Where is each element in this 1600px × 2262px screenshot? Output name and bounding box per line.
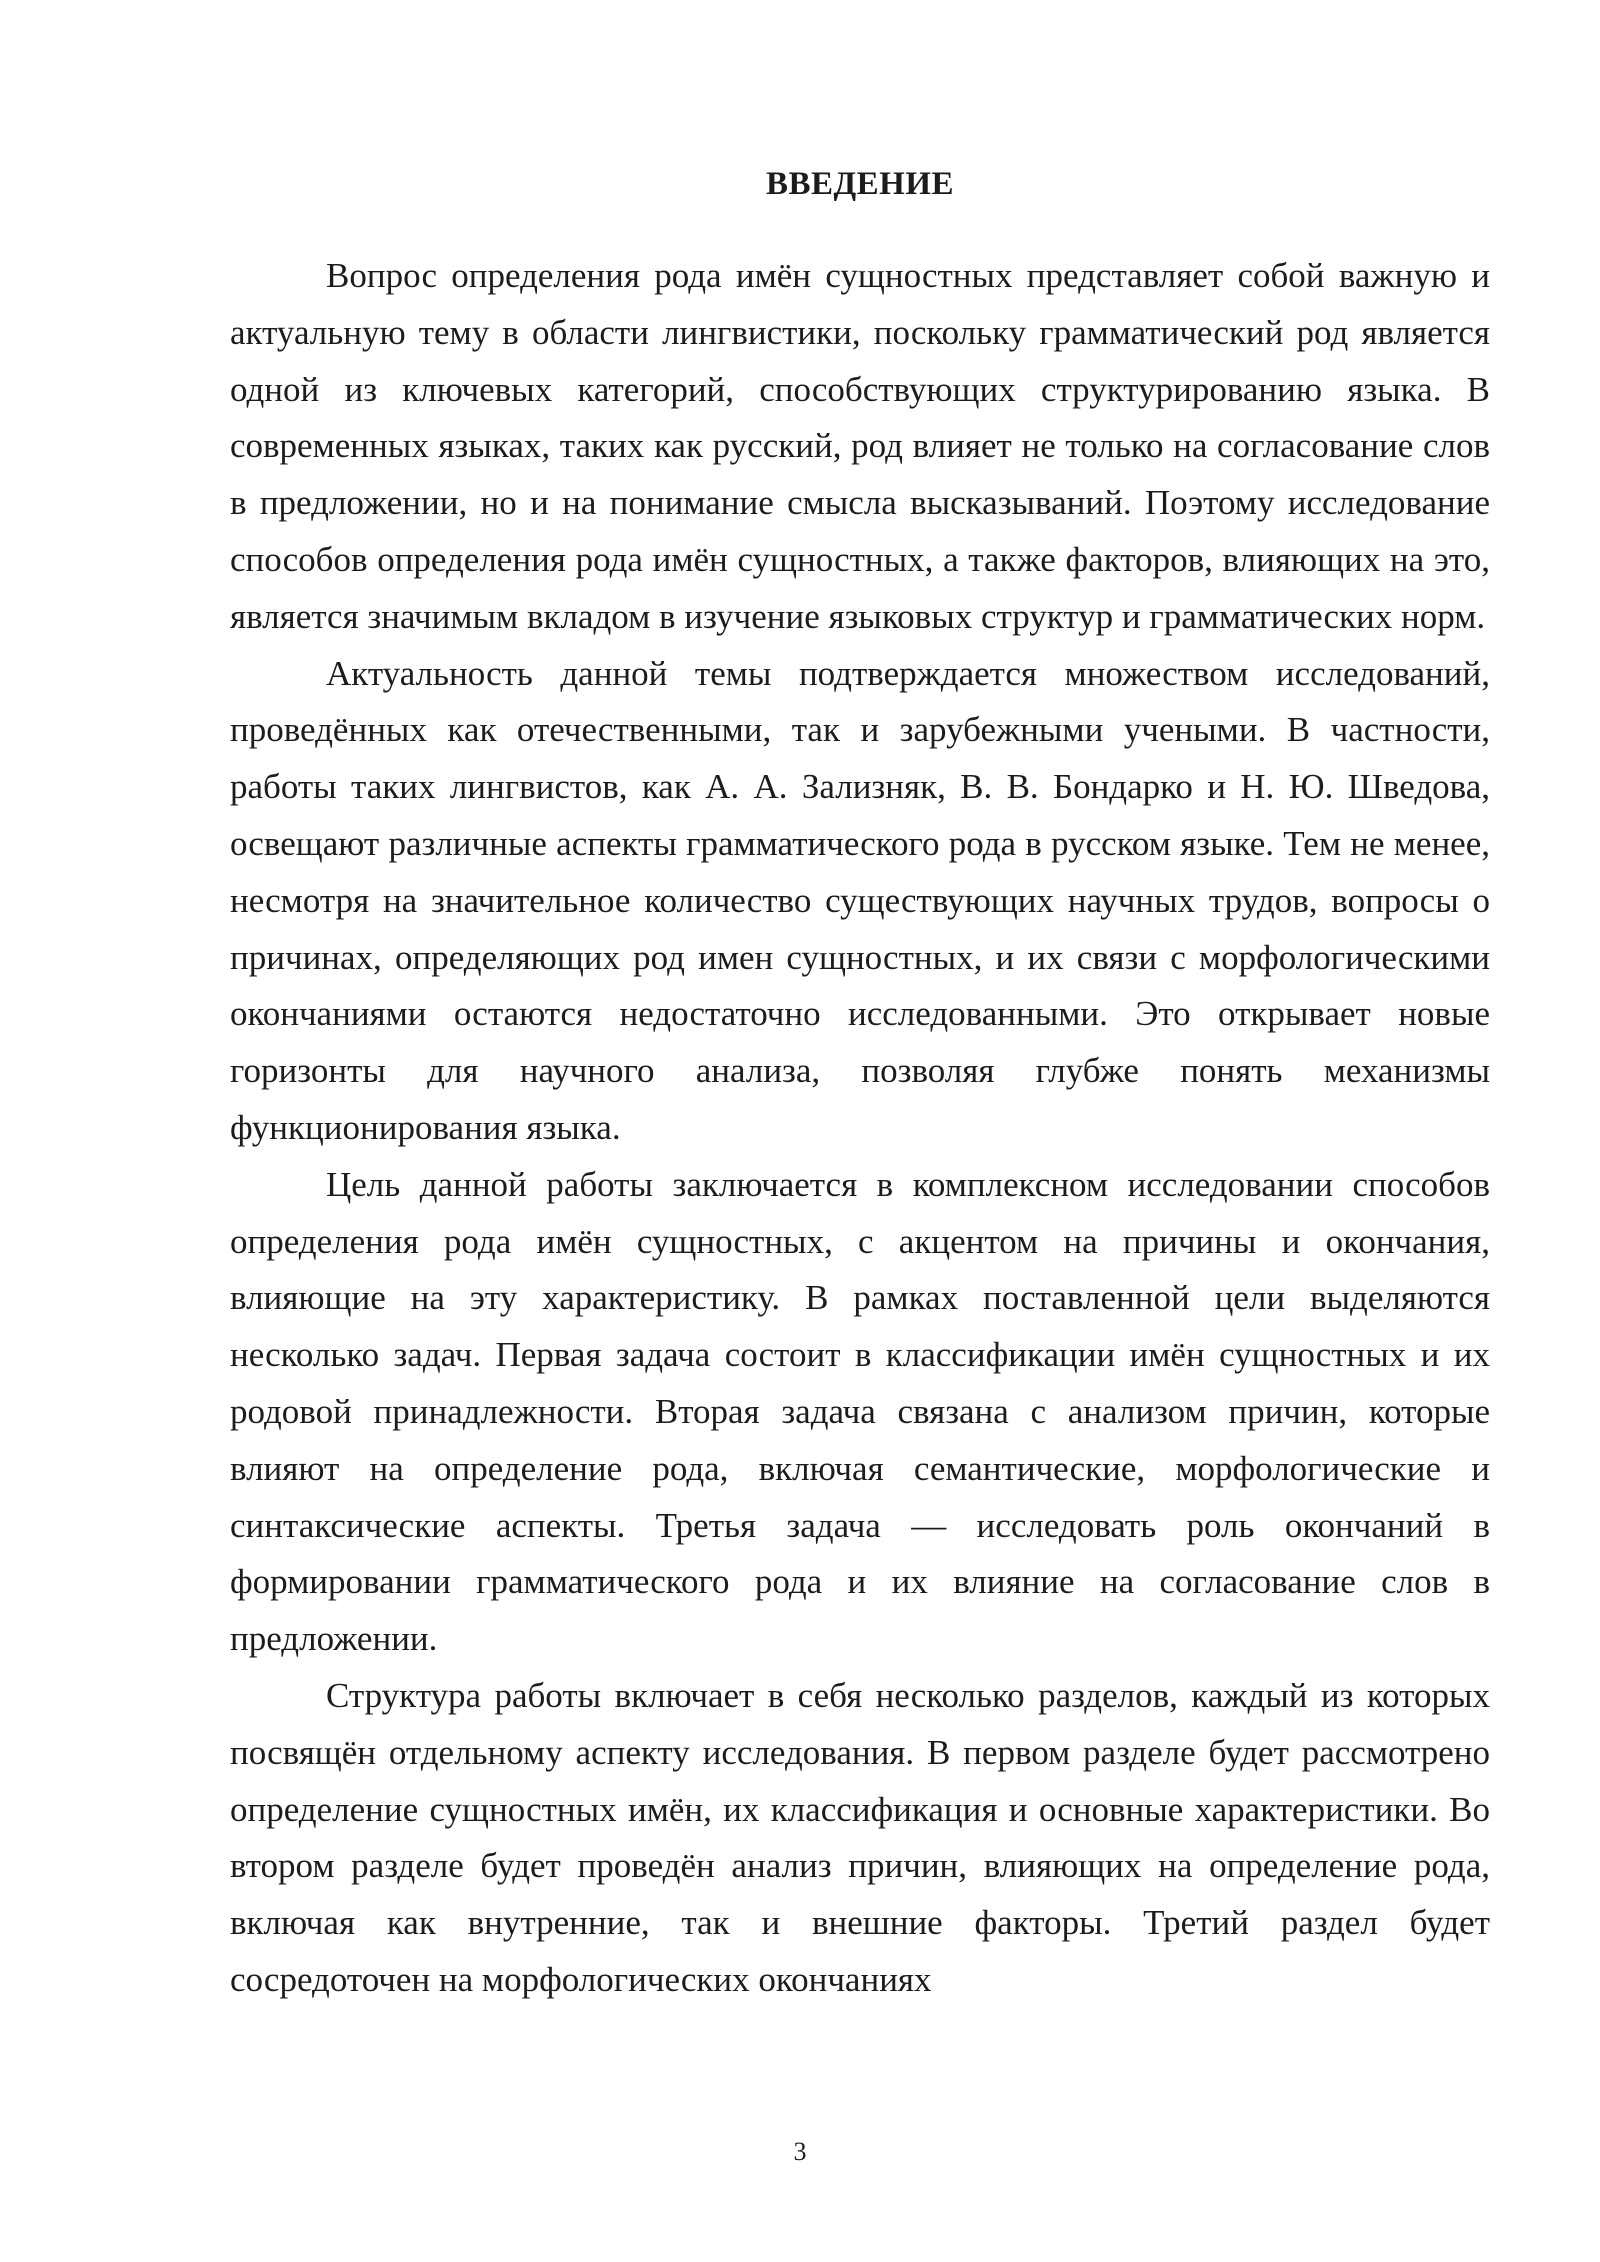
paragraph-relevance: Актуальность данной темы подтверждается множеством исследований, проведённых как отечественными, так и зарубежными учеными. В частности, работы таких лингвистов, как А. А. Зализняк, В. В. Бондарко и Н. Ю. Шведова, освещают различные аспекты грамматического рода в русском языке. Тем не менее, несмотря на значительное количество существующих научных трудов, вопросы о причинах, определяющих род имен сущностных, и их связи с морфологическими окончаниями остаются недостаточно исследованными. Это открывает новые горизонты для научного анализа, позволяя глубже понять механизмы функционирования языка. (230, 653, 1490, 1147)
paragraph-goal: Цель данной работы заключается в комплексном исследовании способов определения рода имён сущностных, с акцентом на причины и окончания, влияющие на эту характеристику. В рамках поставленной цели выделяются несколько задач. Первая задача состоит в классификации имён сущностных и их родовой принадлежности. Вторая задача связана с анализом причин, которые влияют на определение рода, включая семантические, морфологические и синтаксические аспекты. Третья задача — исследовать роль окончаний в формировании грамматического рода и их влияние на согласование слов в предложении. (230, 1164, 1490, 1659)
page-number: 3 (793, 2137, 807, 2166)
paragraph-intro: Вопрос определения рода имён сущностных представляет собой важную и актуальную тему в области лингвистики, поскольку грамматический род является одной из ключевых категорий, способствующих структурированию языка. В современных языках, таких как русский, род влияет не только на согласование слов в предложении, но и на понимание смысла высказываний. Поэтому исследование способов определения рода имён сущностных, а также факторов, влияющих на это, является значимым вкладом в изучение языковых структур и грамматических норм. (230, 256, 1490, 636)
paragraph-structure: Структура работы включает в себя несколько разделов, каждый из которых посвящён отдельному аспекту исследования. В первом разделе будет рассмотрено определение сущностных имён, их классификация и основные характеристики. Во втором разделе будет проведён анализ причин, влияющих на определение рода, включая как внутренние, так и внешние факторы. Третий раздел будет сосредоточен на морфологических окончаниях (230, 1675, 1490, 1999)
page-title: ВВЕДЕНИЕ (765, 166, 955, 202)
document-body (230, 248, 1490, 2009)
